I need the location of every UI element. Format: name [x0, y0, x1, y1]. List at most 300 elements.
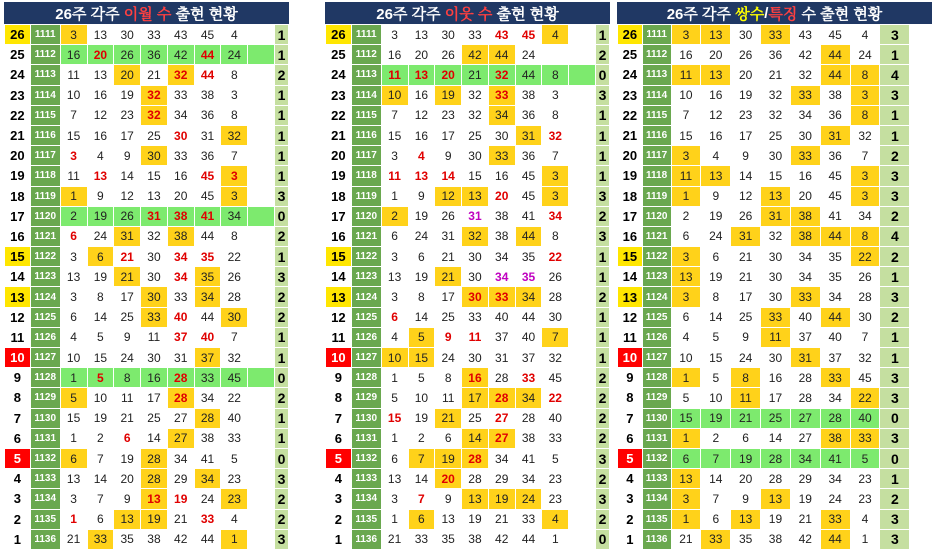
number-cell: 3	[542, 85, 569, 105]
number-cell: 19	[435, 448, 462, 468]
number-cell: 15	[381, 125, 408, 145]
number-cell: 24	[221, 45, 248, 65]
number-cell: 36	[515, 105, 542, 125]
number-cell: 13	[761, 186, 791, 206]
number-cell: 32	[542, 125, 569, 145]
number-cell: 24	[701, 226, 731, 246]
number-cell: 41	[194, 448, 221, 468]
number-cell: 23	[221, 489, 248, 509]
number-cell: 44	[515, 307, 542, 327]
week-cell: 12	[5, 307, 31, 327]
number-cell: 5	[701, 368, 731, 388]
count-cell: 1	[595, 327, 609, 347]
number-cell: 8	[435, 368, 462, 388]
round-cell: 1133	[642, 469, 671, 489]
number-cell: 33	[462, 307, 489, 327]
count-cell: 1	[274, 348, 288, 368]
spacer-cell	[248, 85, 275, 105]
number-cell: 13	[408, 166, 435, 186]
table-row	[326, 206, 610, 226]
week-cell: 2	[618, 509, 643, 529]
week-cell: 13	[326, 287, 352, 307]
number-cell: 3	[671, 287, 701, 307]
count-cell: 1	[274, 327, 288, 347]
number-cell: 45	[194, 25, 221, 45]
spacer-cell	[248, 489, 275, 509]
number-cell: 33	[515, 509, 542, 529]
round-cell: 1131	[30, 428, 60, 448]
week-cell: 9	[5, 368, 31, 388]
number-cell: 23	[731, 105, 761, 125]
number-cell: 31	[820, 125, 850, 145]
number-cell: 7	[221, 327, 248, 347]
number-cell: 29	[167, 469, 194, 489]
number-cell: 17	[435, 287, 462, 307]
week-cell: 13	[618, 287, 643, 307]
number-cell: 33	[850, 428, 880, 448]
count-cell: 2	[595, 408, 609, 428]
week-cell: 24	[5, 65, 31, 85]
number-cell: 21	[381, 529, 408, 549]
number-cell: 3	[850, 186, 880, 206]
number-cell: 33	[701, 529, 731, 549]
round-cell: 1118	[351, 166, 381, 186]
week-cell: 19	[618, 166, 643, 186]
number-cell: 19	[141, 509, 168, 529]
number-cell: 30	[221, 307, 248, 327]
table-row	[326, 448, 610, 468]
round-cell: 1115	[642, 105, 671, 125]
number-cell: 30	[141, 267, 168, 287]
number-cell: 43	[790, 25, 820, 45]
table-row	[5, 529, 289, 549]
number-cell: 29	[790, 469, 820, 489]
spacer-cell	[569, 368, 596, 388]
spacer-cell	[248, 146, 275, 166]
table-row	[618, 166, 932, 186]
table-row	[326, 368, 610, 388]
number-cell: 23	[114, 105, 141, 125]
number-cell: 32	[462, 85, 489, 105]
number-cell: 17	[731, 125, 761, 145]
spacer-cell	[569, 509, 596, 529]
number-cell: 33	[790, 146, 820, 166]
number-cell: 11	[60, 166, 87, 186]
number-cell: 27	[790, 408, 820, 428]
count-cell: 1	[274, 85, 288, 105]
spacer-cell	[569, 348, 596, 368]
number-cell: 20	[408, 45, 435, 65]
week-cell: 26	[326, 25, 352, 45]
number-cell: 5	[87, 368, 114, 388]
number-cell: 6	[381, 307, 408, 327]
week-cell: 14	[326, 267, 352, 287]
number-cell: 33	[194, 509, 221, 529]
number-cell: 34	[790, 448, 820, 468]
spacer-cell	[569, 469, 596, 489]
week-cell: 23	[5, 85, 31, 105]
number-cell: 30	[462, 267, 489, 287]
number-cell: 21	[731, 408, 761, 428]
number-cell: 24	[408, 226, 435, 246]
number-cell: 30	[761, 348, 791, 368]
spacer-cell	[248, 529, 275, 549]
number-cell: 4	[850, 25, 880, 45]
number-cell: 34	[542, 206, 569, 226]
number-cell: 6	[114, 428, 141, 448]
number-cell: 15	[141, 166, 168, 186]
table-row	[326, 166, 610, 186]
round-cell: 1131	[642, 428, 671, 448]
number-cell: 23	[850, 489, 880, 509]
count-cell: 2	[880, 247, 910, 267]
number-cell: 15	[671, 125, 701, 145]
count-cell: 1	[595, 267, 609, 287]
number-cell: 17	[114, 125, 141, 145]
number-cell: 3	[850, 166, 880, 186]
number-cell: 44	[194, 307, 221, 327]
number-cell: 13	[701, 166, 731, 186]
spacer-cell	[569, 408, 596, 428]
count-cell: 1	[595, 105, 609, 125]
number-cell: 3	[542, 186, 569, 206]
spacer-cell	[248, 206, 275, 226]
number-cell: 38	[515, 85, 542, 105]
number-cell: 6	[701, 247, 731, 267]
table-row	[326, 146, 610, 166]
number-cell: 33	[820, 509, 850, 529]
number-cell: 19	[114, 448, 141, 468]
table-row	[618, 307, 932, 327]
count-cell: 1	[595, 125, 609, 145]
number-cell: 12	[408, 105, 435, 125]
week-cell: 7	[326, 408, 352, 428]
number-cell: 13	[701, 25, 731, 45]
week-cell: 20	[618, 146, 643, 166]
number-cell: 22	[221, 247, 248, 267]
number-cell: 8	[850, 105, 880, 125]
spacer-cell	[248, 125, 275, 145]
count-cell: 3	[274, 186, 288, 206]
number-cell: 38	[790, 206, 820, 226]
number-cell: 22	[850, 247, 880, 267]
number-cell: 36	[515, 146, 542, 166]
number-cell: 40	[221, 408, 248, 428]
number-cell: 32	[850, 348, 880, 368]
number-cell: 10	[60, 348, 87, 368]
number-cell: 13	[701, 65, 731, 85]
number-cell: 32	[790, 65, 820, 85]
week-cell: 16	[326, 226, 352, 246]
number-cell: 4	[671, 327, 701, 347]
number-cell: 30	[114, 25, 141, 45]
title-part: 이월 수	[123, 5, 172, 23]
number-cell: 45	[221, 368, 248, 388]
number-cell: 34	[515, 469, 542, 489]
title-part: 출현 현황	[492, 5, 559, 23]
round-cell: 1127	[30, 348, 60, 368]
number-cell: 26	[435, 206, 462, 226]
count-cell: 1	[880, 267, 910, 287]
table-row	[618, 509, 932, 529]
number-cell: 10	[87, 388, 114, 408]
round-cell: 1114	[642, 85, 671, 105]
count-cell: 0	[274, 448, 288, 468]
number-cell: 9	[701, 186, 731, 206]
number-cell: 8	[731, 368, 761, 388]
spacer-cell	[569, 529, 596, 549]
table-row	[5, 509, 289, 529]
count-cell: 1	[880, 327, 910, 347]
round-cell: 1122	[351, 247, 381, 267]
round-cell: 1117	[351, 146, 381, 166]
number-cell: 33	[194, 368, 221, 388]
number-cell: 11	[731, 388, 761, 408]
number-cell: 36	[761, 45, 791, 65]
number-cell: 34	[850, 206, 880, 226]
number-cell: 32	[167, 65, 194, 85]
number-cell: 19	[488, 489, 515, 509]
number-cell: 33	[167, 146, 194, 166]
number-cell: 13	[731, 509, 761, 529]
count-cell: 3	[595, 489, 609, 509]
count-cell: 3	[880, 368, 910, 388]
number-cell: 6	[408, 247, 435, 267]
number-cell: 38	[820, 428, 850, 448]
number-cell: 13	[761, 489, 791, 509]
number-cell: 24	[435, 348, 462, 368]
number-cell: 44	[515, 529, 542, 549]
number-cell: 19	[701, 206, 731, 226]
spacer-cell	[248, 509, 275, 529]
count-cell: 3	[880, 428, 910, 448]
number-cell: 13	[87, 25, 114, 45]
table-row	[5, 85, 289, 105]
spacer-cell	[569, 307, 596, 327]
week-cell: 17	[5, 206, 31, 226]
number-cell: 15	[761, 166, 791, 186]
table-row	[618, 469, 932, 489]
week-cell: 15	[618, 247, 643, 267]
round-cell: 1123	[30, 267, 60, 287]
table-row	[618, 125, 932, 145]
count-cell: 1	[274, 428, 288, 448]
count-cell: 1	[595, 348, 609, 368]
week-cell: 6	[618, 428, 643, 448]
week-cell: 14	[5, 267, 31, 287]
number-cell: 34	[221, 206, 248, 226]
number-cell: 27	[488, 408, 515, 428]
count-cell: 2	[595, 509, 609, 529]
table-row	[5, 327, 289, 347]
table-row	[326, 529, 610, 549]
number-cell: 8	[221, 105, 248, 125]
number-cell: 21	[435, 408, 462, 428]
count-cell: 3	[880, 166, 910, 186]
number-cell: 9	[731, 327, 761, 347]
number-cell: 32	[761, 105, 791, 125]
number-cell: 4	[542, 509, 569, 529]
number-cell: 19	[761, 509, 791, 529]
spacer-cell	[248, 469, 275, 489]
title-part: 특징	[768, 5, 798, 23]
number-cell: 30	[141, 247, 168, 267]
table-row	[618, 45, 932, 65]
number-cell: 3	[381, 146, 408, 166]
table-row	[5, 287, 289, 307]
week-cell: 1	[5, 529, 31, 549]
table-row	[618, 388, 932, 408]
number-cell: 2	[408, 428, 435, 448]
number-cell: 13	[87, 65, 114, 85]
number-cell: 8	[87, 287, 114, 307]
round-cell: 1111	[351, 25, 381, 45]
week-cell: 5	[326, 448, 352, 468]
number-cell: 4	[221, 25, 248, 45]
spacer-cell	[248, 226, 275, 246]
number-cell: 5	[381, 388, 408, 408]
number-cell: 44	[515, 226, 542, 246]
number-cell: 15	[60, 408, 87, 428]
number-cell: 33	[761, 307, 791, 327]
count-cell: 3	[595, 448, 609, 468]
week-cell: 3	[618, 489, 643, 509]
round-cell: 1129	[642, 388, 671, 408]
number-cell: 26	[850, 267, 880, 287]
round-cell: 1116	[642, 125, 671, 145]
number-cell: 25	[435, 307, 462, 327]
number-cell: 27	[167, 408, 194, 428]
table-row	[326, 388, 610, 408]
number-cell: 42	[790, 529, 820, 549]
number-cell: 3	[221, 186, 248, 206]
number-cell: 1	[381, 509, 408, 529]
number-cell: 19	[87, 408, 114, 428]
number-cell: 1	[60, 368, 87, 388]
week-cell: 12	[326, 307, 352, 327]
number-cell: 19	[408, 206, 435, 226]
number-cell: 7	[850, 146, 880, 166]
number-cell: 14	[701, 307, 731, 327]
title-part: 26주 각주	[376, 5, 445, 23]
number-cell: 3	[221, 85, 248, 105]
number-cell: 45	[542, 368, 569, 388]
number-cell: 30	[462, 247, 489, 267]
number-cell: 26	[731, 45, 761, 65]
spacer-cell	[569, 105, 596, 125]
number-cell: 32	[542, 348, 569, 368]
round-cell: 1126	[642, 327, 671, 347]
number-cell: 6	[87, 247, 114, 267]
round-cell: 1114	[351, 85, 381, 105]
round-cell: 1126	[351, 327, 381, 347]
table-row	[5, 25, 289, 45]
number-cell: 32	[761, 85, 791, 105]
number-cell: 6	[671, 226, 701, 246]
number-cell: 3	[671, 25, 701, 45]
count-cell: 0	[595, 65, 609, 85]
number-cell: 19	[790, 489, 820, 509]
round-cell: 1130	[30, 408, 60, 428]
spacer-cell	[248, 65, 275, 85]
results-table	[617, 24, 932, 550]
number-cell: 1	[60, 509, 87, 529]
number-cell: 33	[488, 287, 515, 307]
number-cell: 6	[60, 448, 87, 468]
number-cell: 7	[60, 105, 87, 125]
number-cell: 31	[194, 125, 221, 145]
number-cell: 6	[381, 226, 408, 246]
round-cell: 1115	[351, 105, 381, 125]
week-cell: 7	[618, 408, 643, 428]
number-cell: 4	[87, 146, 114, 166]
spacer-cell	[248, 287, 275, 307]
number-cell: 32	[850, 125, 880, 145]
number-cell: 28	[462, 469, 489, 489]
count-cell: 1	[274, 45, 288, 65]
spacer-cell	[569, 125, 596, 145]
number-cell: 25	[462, 125, 489, 145]
number-cell: 40	[167, 307, 194, 327]
number-cell: 31	[167, 348, 194, 368]
number-cell: 26	[114, 206, 141, 226]
week-cell: 4	[326, 469, 352, 489]
week-cell: 19	[326, 166, 352, 186]
number-cell: 19	[701, 267, 731, 287]
table-row	[618, 327, 932, 347]
round-cell: 1113	[642, 65, 671, 85]
number-cell: 14	[462, 428, 489, 448]
number-cell: 2	[87, 428, 114, 448]
round-cell: 1116	[30, 125, 60, 145]
number-cell: 10	[671, 85, 701, 105]
count-cell: 1	[274, 408, 288, 428]
count-cell: 3	[880, 25, 910, 45]
round-cell: 1134	[351, 489, 381, 509]
round-cell: 1116	[351, 125, 381, 145]
number-cell: 31	[790, 348, 820, 368]
week-cell: 26	[5, 25, 31, 45]
number-cell: 45	[194, 186, 221, 206]
number-cell: 40	[542, 408, 569, 428]
count-cell: 2	[595, 206, 609, 226]
spacer-cell	[569, 146, 596, 166]
number-cell: 10	[408, 388, 435, 408]
number-cell: 19	[701, 408, 731, 428]
number-cell: 5	[87, 327, 114, 347]
week-cell: 11	[5, 327, 31, 347]
number-cell: 2	[60, 206, 87, 226]
spacer-cell	[248, 348, 275, 368]
round-cell: 1132	[351, 448, 381, 468]
spacer-cell	[248, 448, 275, 468]
number-cell: 17	[731, 287, 761, 307]
number-cell: 45	[515, 186, 542, 206]
number-cell: 31	[141, 206, 168, 226]
spacer-cell	[569, 85, 596, 105]
number-cell: 11	[381, 65, 408, 85]
number-cell: 26	[114, 45, 141, 65]
number-cell: 32	[488, 65, 515, 85]
number-cell: 33	[167, 287, 194, 307]
week-cell: 10	[5, 348, 31, 368]
number-cell: 7	[671, 105, 701, 125]
number-cell: 20	[701, 45, 731, 65]
number-cell: 34	[488, 105, 515, 125]
number-cell: 17	[114, 287, 141, 307]
number-cell: 13	[141, 186, 168, 206]
number-cell: 13	[435, 509, 462, 529]
